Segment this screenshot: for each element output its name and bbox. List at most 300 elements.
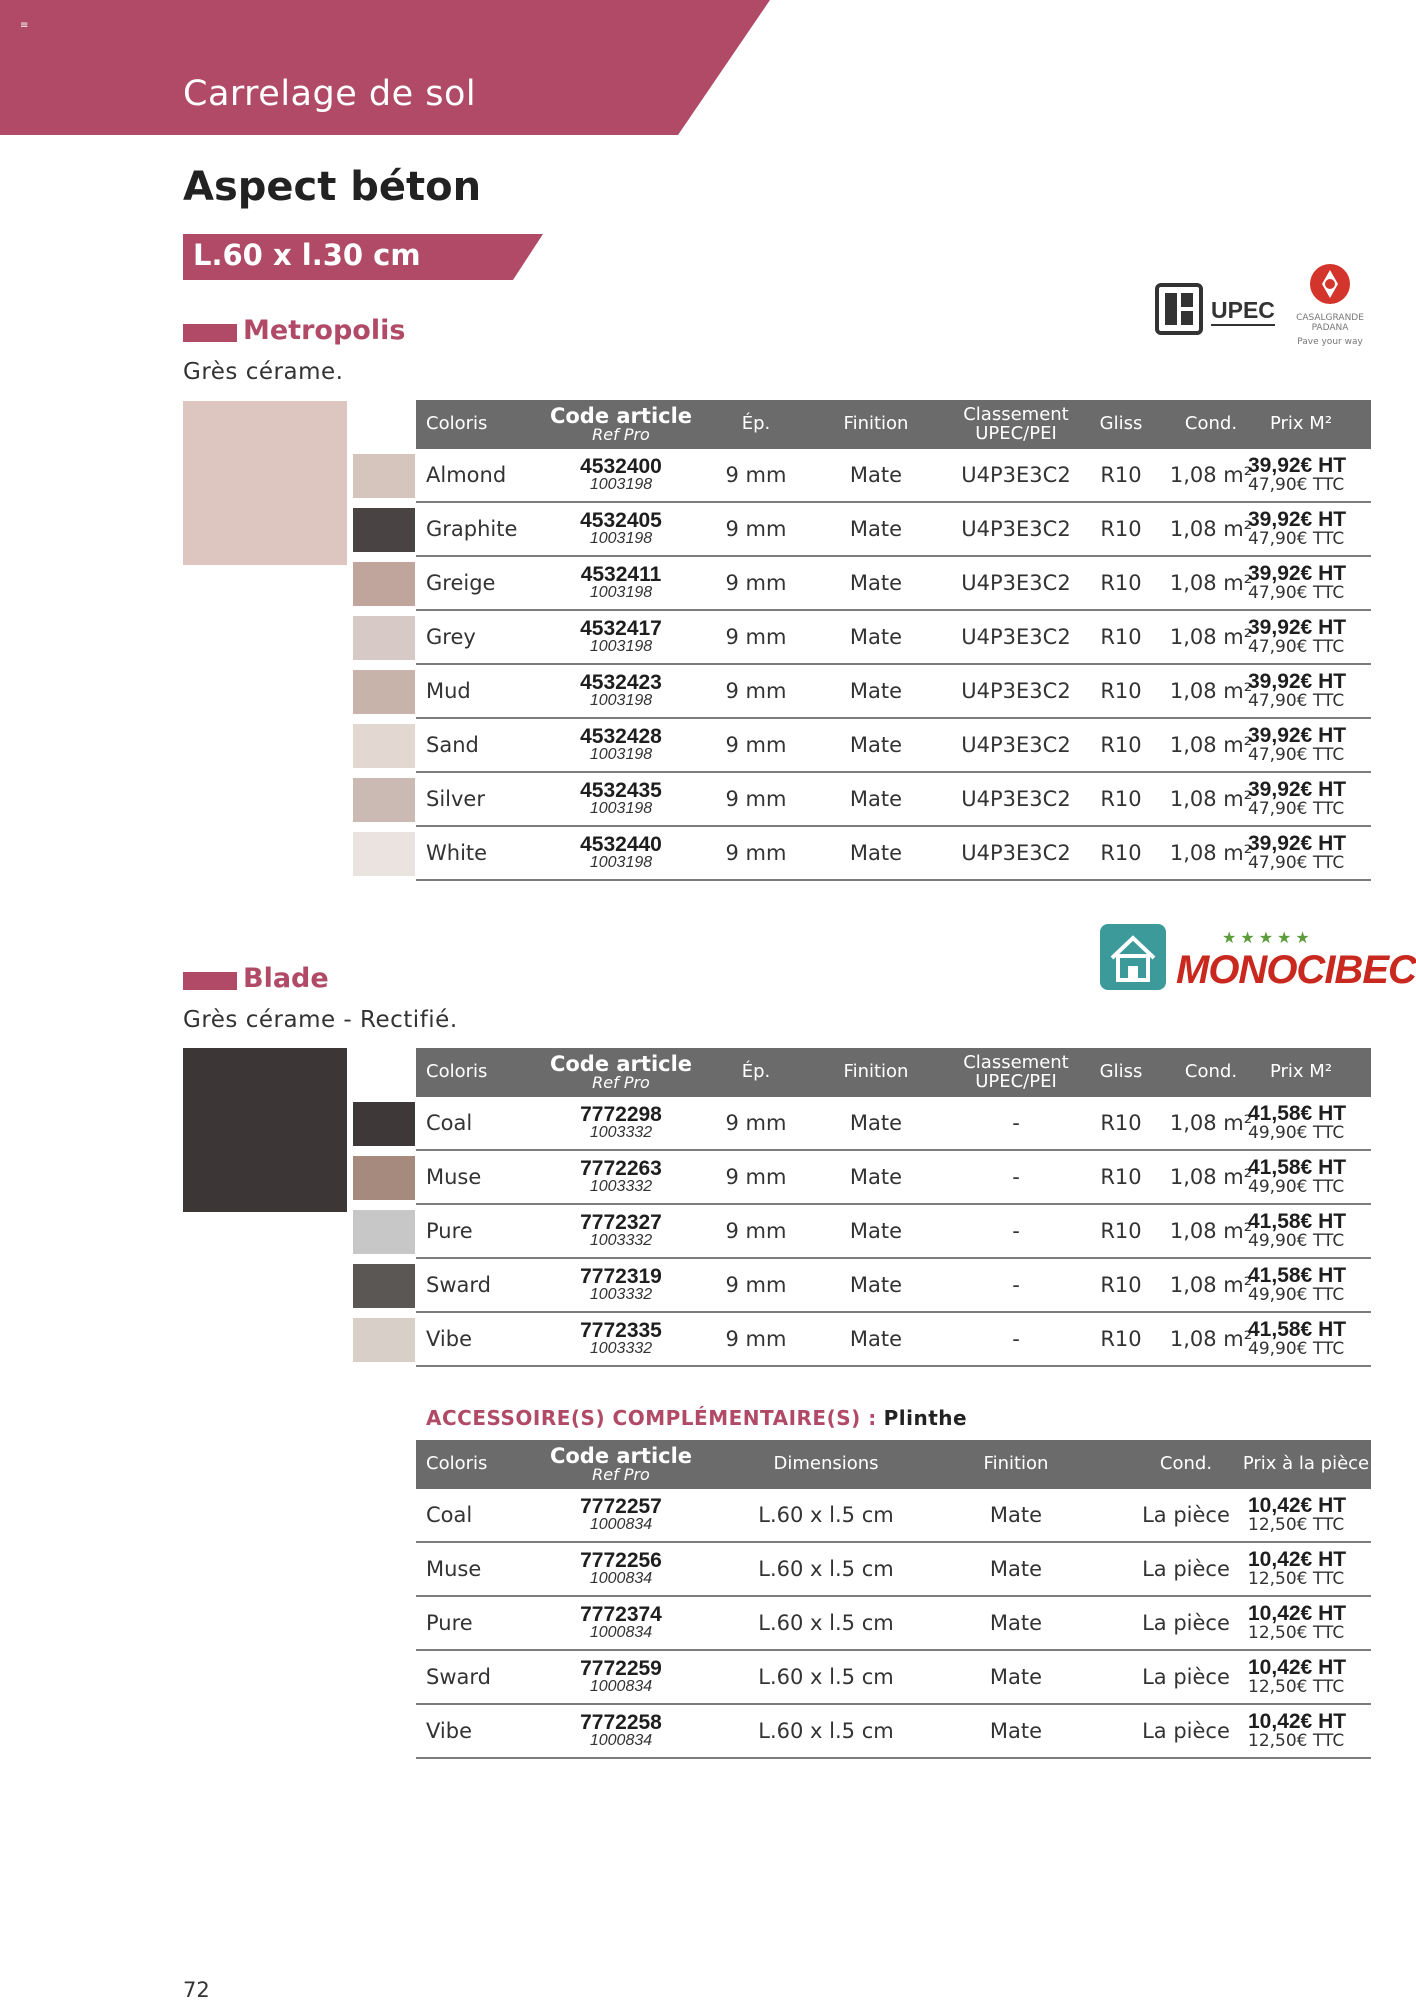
cell-code xyxy=(536,1543,706,1595)
cell-coloris: Coal xyxy=(426,1111,473,1135)
cell-finition: Mate xyxy=(989,1719,1043,1743)
table-row xyxy=(416,611,1371,665)
cell-code xyxy=(536,1597,706,1649)
cell-code xyxy=(536,665,706,717)
article-code: 4532423 xyxy=(580,671,662,695)
cell-classement: - xyxy=(1012,1219,1020,1243)
header-gliss: Gliss xyxy=(1099,413,1143,435)
cell-classement: U4P3E3C2 xyxy=(961,841,1071,865)
price-ttc: 49,90€ TTC xyxy=(1248,1123,1345,1144)
cell-finition: Mate xyxy=(849,841,903,865)
price-ht: 39,92€ HT xyxy=(1248,832,1347,856)
header-code xyxy=(536,1440,706,1489)
cell-classement: - xyxy=(1012,1273,1020,1297)
price-ttc: 47,90€ TTC xyxy=(1248,637,1345,658)
cell-finition: Mate xyxy=(849,1327,903,1351)
header-upec-label: UPEC/PEI xyxy=(975,1070,1057,1092)
cell-coloris: Almond xyxy=(426,463,507,487)
price-ht: 39,92€ HT xyxy=(1248,724,1347,748)
cell-code xyxy=(536,1651,706,1703)
cell-coloris: Pure xyxy=(426,1611,473,1635)
cell-finition: Mate xyxy=(849,1165,903,1189)
color-swatch xyxy=(353,832,415,876)
ref-pro: 1003332 xyxy=(589,1178,653,1196)
page-title: Aspect béton xyxy=(183,164,482,210)
blade-subtitle: Grès cérame - Rectifié. xyxy=(183,1007,458,1033)
cell-finition: Mate xyxy=(849,679,903,703)
article-code: 4532405 xyxy=(580,509,662,533)
table-row xyxy=(416,827,1371,881)
metropolis-rows xyxy=(416,449,1371,881)
price-ht: 39,92€ HT xyxy=(1248,508,1347,532)
house-logo-icon xyxy=(1098,922,1168,992)
price-ht: 39,92€ HT xyxy=(1248,562,1347,586)
ref-pro: 1003198 xyxy=(589,854,653,872)
cell-classement: U4P3E3C2 xyxy=(961,517,1071,541)
cell-classement: - xyxy=(1012,1165,1020,1189)
cell-price xyxy=(1248,449,1373,501)
cell-finition: Mate xyxy=(989,1611,1043,1635)
price-ht: 41,58€ HT xyxy=(1248,1264,1347,1288)
cell-coloris: Sward xyxy=(426,1273,491,1297)
table-row xyxy=(416,1597,1371,1651)
header-code-label: Code article xyxy=(549,1444,693,1469)
cell-classement: U4P3E3C2 xyxy=(961,679,1071,703)
color-swatch xyxy=(353,1318,415,1362)
table-row xyxy=(416,557,1371,611)
ref-pro: 1003198 xyxy=(589,692,653,710)
accessories-title xyxy=(426,1406,967,1430)
header-finition: Finition xyxy=(843,413,909,435)
cell-gliss: R10 xyxy=(1100,571,1142,595)
cell-price xyxy=(1248,827,1373,879)
article-code: 4532440 xyxy=(580,833,662,857)
qb-logo-icon xyxy=(1155,283,1203,335)
cell-cond: 1,08 m² xyxy=(1169,841,1253,865)
header-coloris: Coloris xyxy=(426,1453,488,1475)
article-code: 7772335 xyxy=(580,1319,662,1343)
cell-gliss: R10 xyxy=(1100,1111,1142,1135)
price-ttc: 47,90€ TTC xyxy=(1248,691,1345,712)
header-ep: Ép. xyxy=(741,413,771,435)
header-ref-label: Ref Pro xyxy=(592,1073,650,1093)
cell-code xyxy=(536,1313,706,1365)
price-ttc: 12,50€ TTC xyxy=(1248,1731,1345,1752)
cell-cond: La pièce xyxy=(1142,1503,1230,1527)
header-coloris: Coloris xyxy=(426,413,488,435)
table-row xyxy=(416,773,1371,827)
cell-cond: 1,08 m² xyxy=(1169,679,1253,703)
blade-rows xyxy=(416,1097,1371,1367)
price-ttc: 47,90€ TTC xyxy=(1248,475,1345,496)
menu-icon[interactable]: ≡ xyxy=(20,20,29,31)
color-swatch xyxy=(353,508,415,552)
cell-gliss: R10 xyxy=(1100,463,1142,487)
cell-coloris: Sand xyxy=(426,733,479,757)
header-classement-label: Classement xyxy=(963,1051,1069,1073)
cell-code xyxy=(536,827,706,879)
star-rating: ★★★★★ xyxy=(1222,928,1314,947)
cell-gliss: R10 xyxy=(1100,1165,1142,1189)
table-row xyxy=(416,1705,1371,1759)
cell-code xyxy=(536,773,706,825)
casalgrande-tagline: Pave your way xyxy=(1297,336,1363,347)
color-swatch xyxy=(353,724,415,768)
cell-finition: Mate xyxy=(989,1665,1043,1689)
price-ht: 41,58€ HT xyxy=(1248,1156,1347,1180)
cell-coloris: Muse xyxy=(426,1165,482,1189)
cell-classement: U4P3E3C2 xyxy=(961,733,1071,757)
header-ref-label: Ref Pro xyxy=(592,1465,650,1485)
color-swatch xyxy=(353,778,415,822)
cell-finition: Mate xyxy=(849,1111,903,1135)
header-coloris: Coloris xyxy=(426,1061,488,1083)
cell-finition: Mate xyxy=(849,463,903,487)
cell-cond: 1,08 m² xyxy=(1169,1219,1253,1243)
cell-price xyxy=(1248,1651,1373,1703)
article-code: 7772257 xyxy=(580,1495,662,1519)
table-row xyxy=(416,1543,1371,1597)
header-prix: Prix à la pièce xyxy=(1242,1453,1370,1475)
price-ttc: 49,90€ TTC xyxy=(1248,1285,1345,1306)
accessories-table xyxy=(416,1440,1371,1759)
price-ttc: 49,90€ TTC xyxy=(1248,1339,1345,1360)
table-header xyxy=(416,400,1371,449)
casalgrande-name: CASALGRANDE PADANA xyxy=(1296,313,1364,333)
cell-ep: 9 mm xyxy=(725,733,787,757)
cell-ep: 9 mm xyxy=(725,517,787,541)
upec-logo: UPEC xyxy=(1211,297,1275,326)
ref-pro: 1003198 xyxy=(589,476,653,494)
metropolis-subtitle: Grès cérame. xyxy=(183,359,344,385)
size-label: L.60 x l.30 cm xyxy=(193,238,421,272)
cell-cond: La pièce xyxy=(1142,1557,1230,1581)
cell-classement: U4P3E3C2 xyxy=(961,625,1071,649)
cell-ep: 9 mm xyxy=(725,1219,787,1243)
cell-coloris: White xyxy=(426,841,488,865)
article-code: 7772319 xyxy=(580,1265,662,1289)
article-code: 7772263 xyxy=(580,1157,662,1181)
price-ttc: 12,50€ TTC xyxy=(1248,1623,1345,1644)
cell-coloris: Greige xyxy=(426,571,496,595)
cell-ep: 9 mm xyxy=(725,679,787,703)
header-classement xyxy=(941,400,1091,449)
header-cond: Cond. xyxy=(1159,1453,1213,1475)
ref-pro: 1003198 xyxy=(589,530,653,548)
cell-finition: Mate xyxy=(849,733,903,757)
header-code xyxy=(536,1048,706,1097)
color-swatch xyxy=(353,616,415,660)
cell-cond: 1,08 m² xyxy=(1169,733,1253,757)
metropolis-table xyxy=(416,400,1371,881)
cell-finition: Mate xyxy=(989,1557,1043,1581)
color-swatch xyxy=(353,454,415,498)
cell-cond: 1,08 m² xyxy=(1169,463,1253,487)
casalgrande-logo xyxy=(1290,262,1370,348)
header-classement-label: Classement xyxy=(963,403,1069,425)
header-dimensions: Dimensions xyxy=(773,1453,879,1475)
cell-cond: 1,08 m² xyxy=(1169,1327,1253,1351)
color-swatch xyxy=(353,1102,415,1146)
cell-cond: La pièce xyxy=(1142,1611,1230,1635)
ref-pro: 1003198 xyxy=(589,800,653,818)
cell-classement: - xyxy=(1012,1111,1020,1135)
cell-dimensions: L.60 x l.5 cm xyxy=(758,1665,894,1689)
cell-classement: U4P3E3C2 xyxy=(961,463,1071,487)
cell-coloris: Grey xyxy=(426,625,476,649)
cell-price xyxy=(1248,1097,1373,1149)
cell-dimensions: L.60 x l.5 cm xyxy=(758,1611,894,1635)
cell-price xyxy=(1248,1313,1373,1365)
price-ht: 41,58€ HT xyxy=(1248,1210,1347,1234)
category-title: Carrelage de sol xyxy=(183,74,477,114)
cell-code xyxy=(536,449,706,501)
price-ht: 10,42€ HT xyxy=(1248,1656,1347,1680)
ref-pro: 1003198 xyxy=(589,746,653,764)
cell-finition: Mate xyxy=(849,571,903,595)
article-code: 7772259 xyxy=(580,1657,662,1681)
color-swatch xyxy=(353,670,415,714)
cell-cond: 1,08 m² xyxy=(1169,625,1253,649)
page-number: 72 xyxy=(183,1978,210,2002)
cell-cond: 1,08 m² xyxy=(1169,1165,1253,1189)
cell-price xyxy=(1248,1259,1373,1311)
color-swatch xyxy=(353,562,415,606)
header-upec-label: UPEC/PEI xyxy=(975,422,1057,444)
cell-code xyxy=(536,503,706,555)
blade-main-swatch xyxy=(183,1048,347,1212)
header-finition: Finition xyxy=(843,1061,909,1083)
table-header xyxy=(416,1048,1371,1097)
table-header xyxy=(416,1440,1371,1489)
header-cond: Cond. xyxy=(1184,413,1238,435)
cell-gliss: R10 xyxy=(1100,733,1142,757)
cell-price xyxy=(1248,719,1373,771)
article-code: 4532400 xyxy=(580,455,662,479)
header-prix: Prix M² xyxy=(1269,413,1333,435)
cell-classement: U4P3E3C2 xyxy=(961,571,1071,595)
cell-ep: 9 mm xyxy=(725,1273,787,1297)
article-code: 7772256 xyxy=(580,1549,662,1573)
header-ref-label: Ref Pro xyxy=(592,425,650,445)
cell-dimensions: L.60 x l.5 cm xyxy=(758,1557,894,1581)
cell-coloris: Silver xyxy=(426,787,485,811)
cell-cond: La pièce xyxy=(1142,1719,1230,1743)
price-ttc: 47,90€ TTC xyxy=(1248,745,1345,766)
article-code: 4532435 xyxy=(580,779,662,803)
price-ttc: 12,50€ TTC xyxy=(1248,1515,1345,1536)
cell-finition: Mate xyxy=(849,787,903,811)
cell-cond: 1,08 m² xyxy=(1169,571,1253,595)
cell-ep: 9 mm xyxy=(725,1165,787,1189)
cell-price xyxy=(1248,1597,1373,1649)
cell-cond: 1,08 m² xyxy=(1169,1111,1253,1135)
cell-coloris: Vibe xyxy=(426,1719,472,1743)
table-row xyxy=(416,449,1371,503)
cell-code xyxy=(536,1489,706,1541)
table-row xyxy=(416,665,1371,719)
blade-table xyxy=(416,1048,1371,1367)
price-ht: 39,92€ HT xyxy=(1248,454,1347,478)
accessories-title-type: Plinthe xyxy=(883,1406,968,1430)
header-code xyxy=(536,400,706,449)
cell-coloris: Vibe xyxy=(426,1327,472,1351)
color-swatch xyxy=(353,1210,415,1254)
cell-code xyxy=(536,1097,706,1149)
cell-ep: 9 mm xyxy=(725,841,787,865)
cell-dimensions: L.60 x l.5 cm xyxy=(758,1719,894,1743)
casalgrande-emblem-icon xyxy=(1308,262,1352,306)
price-ttc: 12,50€ TTC xyxy=(1248,1569,1345,1590)
cell-ep: 9 mm xyxy=(725,1111,787,1135)
cell-price xyxy=(1248,1543,1373,1595)
cell-gliss: R10 xyxy=(1100,517,1142,541)
header-prix: Prix M² xyxy=(1269,1061,1333,1083)
header-code-label: Code article xyxy=(549,1052,693,1077)
cell-gliss: R10 xyxy=(1100,625,1142,649)
cell-gliss: R10 xyxy=(1100,1327,1142,1351)
metropolis-title: Metropolis xyxy=(243,315,406,346)
table-row xyxy=(416,503,1371,557)
blade-title: Blade xyxy=(243,963,329,994)
header-code-label: Code article xyxy=(549,404,693,429)
color-swatch xyxy=(353,1156,415,1200)
cell-ep: 9 mm xyxy=(725,1327,787,1351)
cell-gliss: R10 xyxy=(1100,1273,1142,1297)
price-ht: 39,92€ HT xyxy=(1248,670,1347,694)
header-gliss: Gliss xyxy=(1099,1061,1143,1083)
table-row xyxy=(416,1259,1371,1313)
ref-pro: 1003198 xyxy=(589,638,653,656)
cell-ep: 9 mm xyxy=(725,571,787,595)
cell-finition: Mate xyxy=(989,1503,1043,1527)
cell-coloris: Sward xyxy=(426,1665,491,1689)
cell-price xyxy=(1248,1705,1373,1757)
cell-price xyxy=(1248,1205,1373,1257)
cell-price xyxy=(1248,665,1373,717)
table-row xyxy=(416,1097,1371,1151)
cell-ep: 9 mm xyxy=(725,787,787,811)
article-code: 7772298 xyxy=(580,1103,662,1127)
ref-pro: 1003198 xyxy=(589,584,653,602)
cell-code xyxy=(536,719,706,771)
price-ttc: 49,90€ TTC xyxy=(1248,1231,1345,1252)
cell-finition: Mate xyxy=(849,517,903,541)
cell-dimensions: L.60 x l.5 cm xyxy=(758,1503,894,1527)
blade-bar xyxy=(183,972,237,990)
price-ht: 39,92€ HT xyxy=(1248,778,1347,802)
article-code: 7772258 xyxy=(580,1711,662,1735)
price-ht: 10,42€ HT xyxy=(1248,1548,1347,1572)
article-code: 7772327 xyxy=(580,1211,662,1235)
ref-pro: 1003332 xyxy=(589,1340,653,1358)
header-cond: Cond. xyxy=(1184,1061,1238,1083)
article-code: 4532417 xyxy=(580,617,662,641)
cell-gliss: R10 xyxy=(1100,787,1142,811)
table-row xyxy=(416,1651,1371,1705)
accessories-rows xyxy=(416,1489,1371,1759)
ref-pro: 1000834 xyxy=(589,1732,653,1750)
cell-price xyxy=(1248,557,1373,609)
price-ht: 10,42€ HT xyxy=(1248,1710,1347,1734)
cell-coloris: Pure xyxy=(426,1219,473,1243)
accessories-title-main: ACCESSOIRE(S) COMPLÉMENTAIRE(S) : xyxy=(426,1406,877,1430)
price-ttc: 47,90€ TTC xyxy=(1248,529,1345,550)
cell-finition: Mate xyxy=(849,1273,903,1297)
price-ttc: 47,90€ TTC xyxy=(1248,799,1345,820)
cell-classement: - xyxy=(1012,1327,1020,1351)
header-finition: Finition xyxy=(983,1453,1049,1475)
cell-gliss: R10 xyxy=(1100,841,1142,865)
cell-finition: Mate xyxy=(849,1219,903,1243)
header-banner xyxy=(0,0,770,135)
cell-code xyxy=(536,1151,706,1203)
article-code: 7772374 xyxy=(580,1603,662,1627)
ref-pro: 1003332 xyxy=(589,1232,653,1250)
cell-price xyxy=(1248,611,1373,663)
header-ep: Ép. xyxy=(741,1061,771,1083)
cell-coloris: Mud xyxy=(426,679,471,703)
cell-ep: 9 mm xyxy=(725,625,787,649)
ref-pro: 1003332 xyxy=(589,1124,653,1142)
ref-pro: 1000834 xyxy=(589,1516,653,1534)
cell-cond: La pièce xyxy=(1142,1665,1230,1689)
cell-price xyxy=(1248,1151,1373,1203)
cell-price xyxy=(1248,503,1373,555)
cell-cond: 1,08 m² xyxy=(1169,517,1253,541)
cell-code xyxy=(536,611,706,663)
table-row xyxy=(416,1313,1371,1367)
cell-coloris: Coal xyxy=(426,1503,473,1527)
metropolis-main-swatch xyxy=(183,401,347,565)
ref-pro: 1000834 xyxy=(589,1624,653,1642)
cell-code xyxy=(536,1205,706,1257)
cell-gliss: R10 xyxy=(1100,679,1142,703)
cell-coloris: Muse xyxy=(426,1557,482,1581)
cell-code xyxy=(536,1259,706,1311)
ref-pro: 1000834 xyxy=(589,1678,653,1696)
price-ttc: 12,50€ TTC xyxy=(1248,1677,1345,1698)
table-row xyxy=(416,719,1371,773)
cell-gliss: R10 xyxy=(1100,1219,1142,1243)
cell-cond: 1,08 m² xyxy=(1169,787,1253,811)
cell-code xyxy=(536,557,706,609)
cell-price xyxy=(1248,773,1373,825)
table-row xyxy=(416,1151,1371,1205)
header-classement xyxy=(941,1048,1091,1097)
cell-coloris: Graphite xyxy=(426,517,518,541)
price-ht: 41,58€ HT xyxy=(1248,1102,1347,1126)
price-ttc: 47,90€ TTC xyxy=(1248,853,1345,874)
price-ht: 10,42€ HT xyxy=(1248,1494,1347,1518)
price-ht: 41,58€ HT xyxy=(1248,1318,1347,1342)
price-ht: 39,92€ HT xyxy=(1248,616,1347,640)
cell-classement: U4P3E3C2 xyxy=(961,787,1071,811)
monocibec-logo: MONOCIBEC xyxy=(1176,948,1416,992)
price-ttc: 49,90€ TTC xyxy=(1248,1177,1345,1198)
price-ht: 10,42€ HT xyxy=(1248,1602,1347,1626)
table-row xyxy=(416,1489,1371,1543)
cell-ep: 9 mm xyxy=(725,463,787,487)
cell-price xyxy=(1248,1489,1373,1541)
ref-pro: 1000834 xyxy=(589,1570,653,1588)
cell-code xyxy=(536,1705,706,1757)
cell-cond: 1,08 m² xyxy=(1169,1273,1253,1297)
table-row xyxy=(416,1205,1371,1259)
article-code: 4532411 xyxy=(580,563,662,587)
metropolis-bar xyxy=(183,324,237,342)
price-ttc: 47,90€ TTC xyxy=(1248,583,1345,604)
